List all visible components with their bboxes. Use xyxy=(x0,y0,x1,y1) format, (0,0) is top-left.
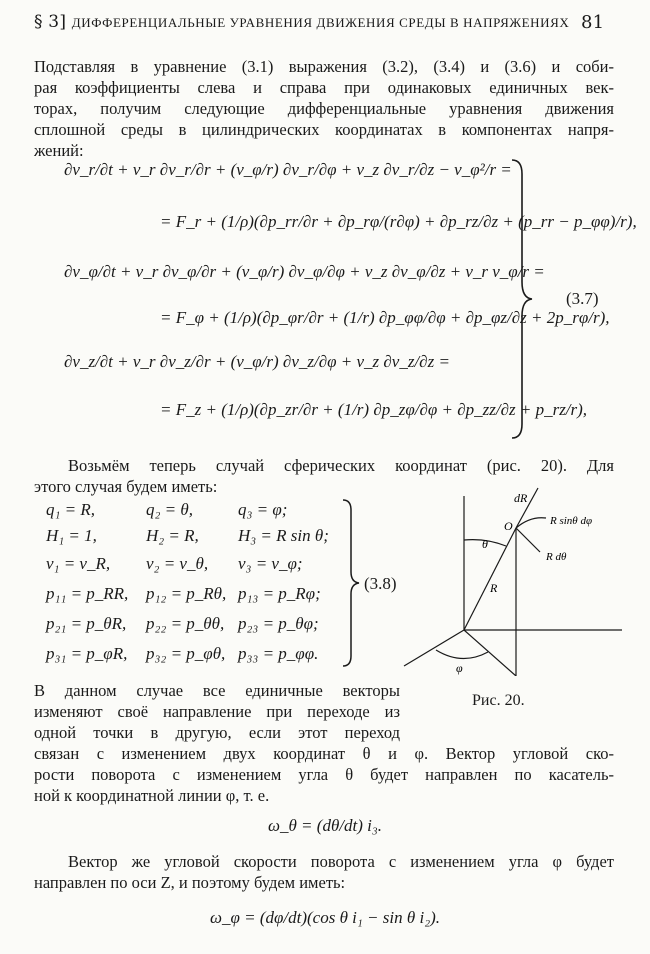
text-line: Подставляя в уравнение (3.1) выражения (3.2), (3.4) и (3.6) и соби- xyxy=(34,57,614,76)
text-line: ной к координатной линии φ, т. е. xyxy=(34,786,270,805)
eq-cell: v₃ = v_φ; xyxy=(238,554,303,573)
text-line: связан с изменением двух координат θ и φ. Вектор угловой ско- xyxy=(34,744,614,763)
page-number: 81 xyxy=(581,12,605,33)
equation-omega-phi: ω_φ = (dφ/dt)(cos θ i₁ − sin θ i₂). xyxy=(209,908,441,927)
label-rdtheta: R dθ xyxy=(546,551,567,563)
equation-line: = F_φ + (1/ρ)(∂p_φr/∂r + (1/r) ∂p_φφ/∂φ + ∂p_φz/∂z + 2p_rφ/r), xyxy=(160,308,610,327)
eq-cell: p₃₂ = p_φθ, xyxy=(146,644,226,663)
equation-line: = F_r + (1/ρ)(∂p_rr/∂r + ∂p_rφ/(r∂φ) + ∂p_rz/∂z + (p_rr − p_φφ)/r), xyxy=(160,212,637,231)
text-line: направлен по оси Z, и поэтому будем иметь: xyxy=(34,873,346,892)
eq-cell: p₃₃ = p_φφ. xyxy=(238,644,319,663)
intro-paragraph xyxy=(34,56,614,161)
text-line: жений: xyxy=(34,141,84,160)
section-mark: § 3] xyxy=(34,12,67,32)
eq-cell: p₁₂ = p_Rθ, xyxy=(146,584,227,603)
equation-label: (3.8) xyxy=(364,574,397,593)
text-line: рая коэффициенты слева и справа при одинаковых единичных век- xyxy=(34,78,614,97)
eq-cell: q₃ = φ; xyxy=(238,500,288,519)
text-line: этого случая будем иметь: xyxy=(34,477,218,496)
header-title: ДИФФЕРЕНЦИАЛЬНЫЕ УРАВНЕНИЯ ДВИЖЕНИЯ СРЕДЫ В НАПРЯЖЕНИЯХ xyxy=(71,15,570,30)
running-header xyxy=(34,12,624,32)
text-line: одной точки в другую, если этот переход xyxy=(34,723,400,742)
label-O: O xyxy=(504,519,513,533)
equation-line: ∂v_r/∂t + v_r ∂v_r/∂r + (v_φ/r) ∂v_r/∂φ + v_z ∂v_r/∂z − v_φ²/r = xyxy=(64,160,512,179)
eq-cell: p₁₃ = p_Rφ; xyxy=(238,584,321,603)
eq-cell: q₁ = R, xyxy=(46,500,96,519)
eq-cell: p₂₃ = p_θφ; xyxy=(238,614,319,633)
equation-line: = F_z + (1/ρ)(∂p_zr/∂r + (1/r) ∂p_zφ/∂φ + ∂p_zz/∂z + p_rz/r), xyxy=(160,400,588,419)
text-line: рости поворота с изменением угла θ будет направлен по касатель- xyxy=(34,765,614,784)
spherical-coordinates-diagram xyxy=(396,480,630,676)
right-brace xyxy=(340,498,362,670)
eq-cell: v₁ = v_R, xyxy=(46,554,111,573)
label-phi: φ xyxy=(456,661,463,675)
eq-cell: p₂₂ = p_θθ, xyxy=(146,614,225,633)
text-line: Возьмём теперь случай сферических координат (рис. 20). Для xyxy=(68,456,614,475)
label-dR: dR xyxy=(514,491,528,505)
text-line: В данном случае все единичные векторы xyxy=(34,681,400,700)
figure-caption: Рис. 20. xyxy=(472,692,525,709)
equation-line: ∂v_φ/∂t + v_r ∂v_φ/∂r + (v_φ/r) ∂v_φ/∂φ + v_z ∂v_φ/∂z + v_r v_φ/r = xyxy=(64,262,545,281)
equation-omega-theta: ω_θ = (dθ/dt) i₃. xyxy=(267,816,383,835)
label-rsin-dphi: R sinθ dφ xyxy=(550,515,593,527)
label-R: R xyxy=(490,581,498,595)
body-paragraph xyxy=(34,680,400,743)
eq-cell: q₂ = θ, xyxy=(146,500,193,519)
eq-cell: p₂₁ = p_θR, xyxy=(46,614,127,633)
text-line: торах, получим следующие дифференциальные уравнения движения xyxy=(34,99,614,118)
body-paragraph-cont xyxy=(34,743,614,806)
eq-cell: H₂ = R, xyxy=(146,526,199,545)
eq-cell: H₁ = 1, xyxy=(46,526,97,545)
eq-cell: p₃₁ = p_φR, xyxy=(46,644,128,663)
text-line: Вектор же угловой скорости поворота с изменением угла φ будет xyxy=(68,852,614,871)
text-line: изменяют своё направление при переходе из xyxy=(34,702,400,721)
text-line: сплошной среды в цилиндрических координатах в компонентах напря- xyxy=(34,120,614,139)
equation-label: (3.7) xyxy=(566,289,599,308)
equation-line: ∂v_z/∂t + v_r ∂v_z/∂r + (v_φ/r) ∂v_z/∂φ + v_z ∂v_z/∂z = xyxy=(64,352,450,371)
eq-cell: H₃ = R sin θ; xyxy=(238,526,329,545)
body-paragraph-2 xyxy=(34,851,614,893)
eq-cell: v₂ = v_θ, xyxy=(146,554,209,573)
right-brace xyxy=(508,158,536,440)
eq-cell: p₁₁ = p_RR, xyxy=(46,584,129,603)
label-theta: θ xyxy=(482,537,488,551)
